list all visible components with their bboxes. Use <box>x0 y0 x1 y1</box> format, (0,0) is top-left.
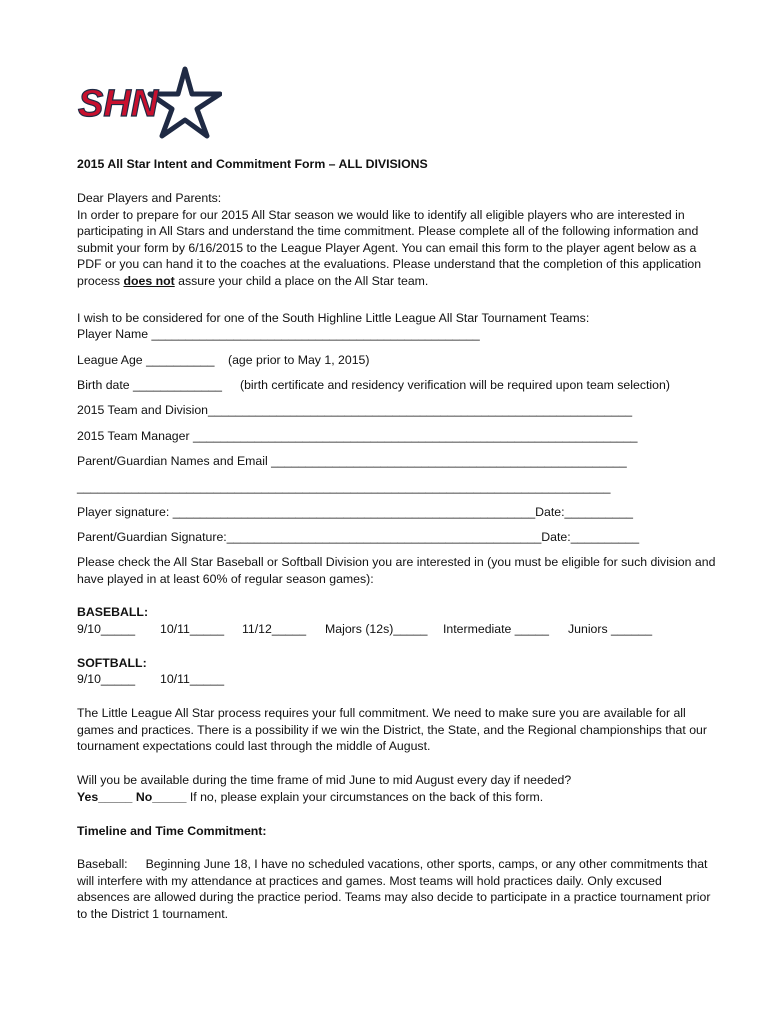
team-division-field[interactable]: 2015 Team and Division______________________________________________________________ <box>77 403 633 417</box>
availability-answer-row <box>77 789 543 806</box>
timeline-baseball-paragraph <box>77 856 717 922</box>
logo-text: SHN <box>78 83 159 125</box>
softball-option-9-10[interactable]: 9/10_____ <box>77 672 136 686</box>
form-title: 2015 All Star Intent and Commitment Form – ALL DIVISIONS <box>77 157 428 171</box>
league-age-field[interactable]: League Age __________ <box>77 353 215 367</box>
baseball-option-10-11[interactable]: 10/11_____ <box>160 622 225 636</box>
no-option[interactable]: No_____ <box>135 790 187 804</box>
timeline-baseball-text: Beginning June 18, I have no scheduled vacations, other sports, camps, or any other commitments that will interfere with my attendance at practices and games. Most teams will hold practices daily. Only excused absences are allowed during the practice period. Teams may also decide to participate in a practice tournament prior to the District 1 tournament. <box>77 857 711 921</box>
timeline-heading: Timeline and Time Commitment: <box>77 824 267 838</box>
availability-question: Will you be available during the time frame of mid June to mid August every day if needed? <box>77 773 572 787</box>
birth-date-field[interactable]: Birth date _____________ <box>77 378 222 392</box>
team-manager-field[interactable]: 2015 Team Manager _________________________________________________________________ <box>77 429 638 443</box>
intro-text-before: In order to prepare for our 2015 All Star season we would like to identify all eligible players who are interested in participating in All Stars and understand the time commitment. Please complete all of the following information and submit your form by 6/16/2015 to the League Player Agent. You can email this form to the player agent below as a PDF or you can hand it to the coaches at the evaluations. Please understand that the completion of this application process <box>77 207 702 288</box>
intro-text-after: assure your child a place on the All Star team. <box>174 273 429 288</box>
yes-option[interactable]: Yes_____ <box>77 790 133 804</box>
player-signature-field[interactable]: Player signature: _____________________________________________________Date:__________ <box>77 505 633 519</box>
softball-label: SOFTBALL: <box>77 656 147 670</box>
intro-block <box>77 190 717 290</box>
softball-option-10-11[interactable]: 10/11_____ <box>160 672 225 686</box>
birth-date-note: (birth certificate and residency verification will be required upon team selection) <box>240 378 670 392</box>
intro-paragraph <box>77 207 717 290</box>
intro-emphasis: does not <box>123 273 175 288</box>
division-prompt: Please check the All Star Baseball or Softball Division you are interested in (you must be eligible for such division and have played in at least 60% of regular season games): <box>77 555 716 586</box>
parent-names-extra-line[interactable]: ______________________________________________________________________________ <box>77 480 611 494</box>
baseball-option-11-12[interactable]: 11/12_____ <box>242 622 307 636</box>
baseball-option-majors[interactable]: Majors (12s)_____ <box>325 622 428 636</box>
commitment-paragraph: The Little League All Star process requires your full commitment. We need to make sure you are available for all games and practices. There is a possibility if we win the District, the State, and the Regional championships that our tournament expectations could last through the middle of August. <box>77 706 707 754</box>
star-logo-icon <box>76 66 222 140</box>
parent-names-field[interactable]: Parent/Guardian Names and Email ____________________________________________________ <box>77 454 627 468</box>
salutation: Dear Players and Parents: <box>77 191 222 205</box>
league-age-note: (age prior to May 1, 2015) <box>228 353 370 367</box>
baseball-option-juniors[interactable]: Juniors ______ <box>568 622 653 636</box>
baseball-option-9-10[interactable]: 9/10_____ <box>77 622 136 636</box>
shn-logo <box>76 66 222 140</box>
baseball-label: BASEBALL: <box>77 605 149 619</box>
baseball-option-intermediate[interactable]: Intermediate _____ <box>443 622 549 636</box>
player-name-field[interactable]: Player Name ________________________________________________ <box>77 327 480 341</box>
timeline-baseball-label: Baseball: <box>77 857 128 871</box>
explain-note: If no, please explain your circumstances on the back of this form. <box>186 790 544 804</box>
parent-signature-field[interactable]: Parent/Guardian Signature:______________________________________________Date:__________ <box>77 530 640 544</box>
wish-statement: I wish to be considered for one of the South Highline Little League All Star Tournament Teams: <box>77 311 590 325</box>
